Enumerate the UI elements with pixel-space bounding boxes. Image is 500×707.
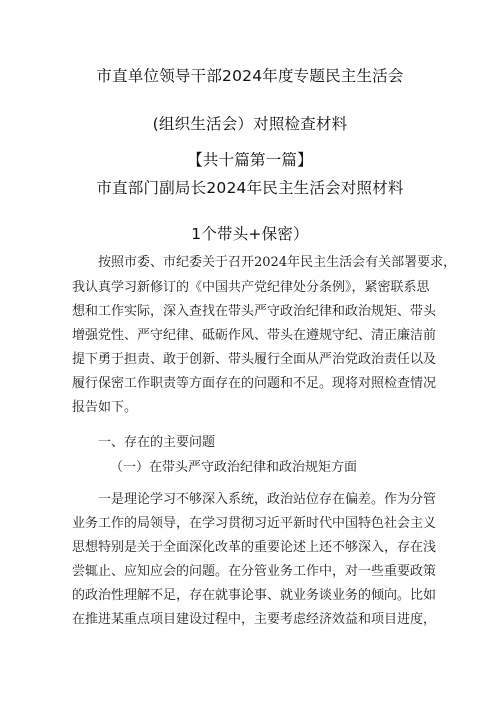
intro-line: 我认真学习新修订的《中国共产党纪律处分条例》，紧密联系思 [72,280,430,295]
intro-line: 履行保密工作职责等方面存在的问题和不足。现将对照检查情况 [72,376,437,391]
intro-line: 想和工作实际，深入查找在带头严守政治纪律和政治规矩、带头 [72,304,437,319]
intro-line: 报告如下。 [72,400,138,415]
document-title-line-1: 市直单位领导干部2024年度专题民主生活会 [96,67,404,85]
document-title-line-2: (组织生活会）对照检查材料 [152,115,348,133]
body-line: 一是理论学习不够深入系统，政治站位存在偏差。作为分管 [98,492,437,507]
body-line: 在推进某重点项目建设过程中，主要考虑经济效益和项目进度， [72,612,437,627]
section-heading: 一、存在的主要问题 [98,435,216,450]
body-line: 的政治性理解不足，存在就事论事、就业务谈业务的倾向。比如 [72,588,437,603]
body-line: 业务工作的局领导，在学习贯彻习近平新时代中国特色社会主义 [72,516,437,531]
body-line: 思想特别是关于全面深化改革的重要论述上还不够深入，存在浅 [72,540,437,555]
document-subtitle-note: 1个带头+保密） [191,225,309,243]
intro-line: 提下勇于担责、敢于创新、带头履行全面从严治党政治责任以及 [72,352,437,367]
body-line: 尝辄止、应知应会的问题。在分管业务工作中，对一些重要政策 [72,564,437,579]
document-subtitle-title: 市直部门副局长2024年民主生活会对照材料 [96,179,404,197]
intro-line: 增强党性、严守纪律、砥砺作风、带头在遵规守纪、清正廉洁前 [72,328,437,343]
document-subtitle-series: 【共十篇第一篇】 [187,151,313,169]
subsection-heading: （一）在带头严守政治纪律和政治规矩方面 [110,460,358,475]
intro-line: 按照市委、市纪委关于召开2024年民主生活会有关部署要求， [98,255,457,270]
